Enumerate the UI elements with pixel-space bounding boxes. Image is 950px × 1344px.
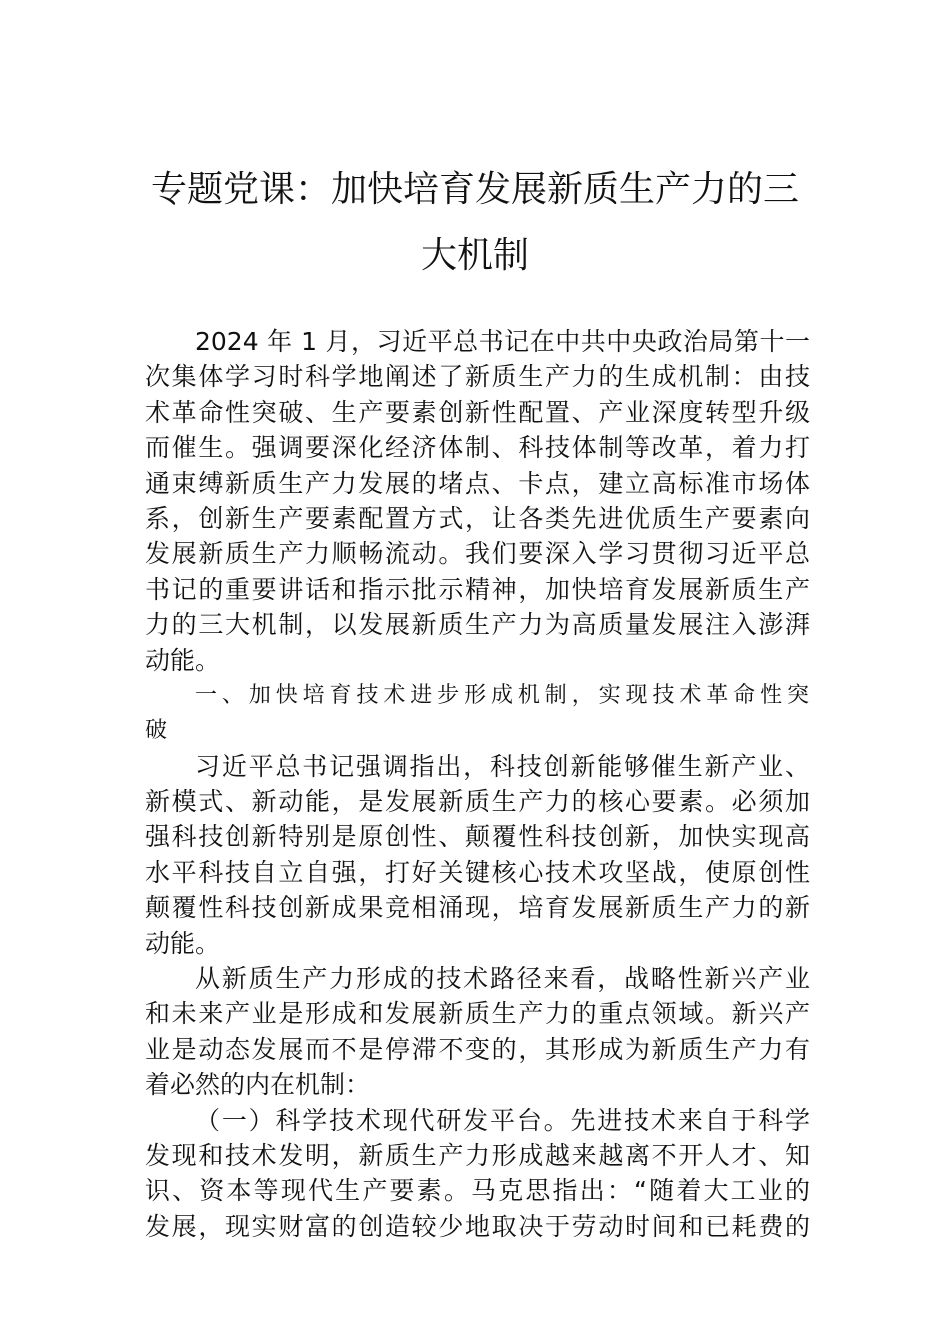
body-line: 通束缚新质生产力发展的堵点、卡点，建立高标准市场体	[145, 468, 810, 498]
body-line: 识、资本等现代生产要素。马克思指出：“随着大工业的	[145, 1176, 810, 1206]
body-line: 书记的重要讲话和指示批示精神，加快培育发展新质生产	[145, 574, 810, 604]
body-line: 术革命性突破、生产要素创新性配置、产业深度转型升级	[145, 397, 810, 427]
body-line: 新模式、新动能，是发展新质生产力的核心要素。必须加	[145, 787, 810, 817]
body-line: 和未来产业是形成和发展新质生产力的重点领域。新兴产	[145, 999, 810, 1029]
section-heading-line: 一、加快培育技术进步形成机制，实现技术革命性突	[195, 682, 810, 708]
body-line: 业是动态发展而不是停滞不变的，其形成为新质生产力有	[145, 1034, 810, 1064]
body-line: 而催生。强调要深化经济体制、科技体制等改革，着力打	[145, 433, 810, 463]
body-line: 习近平总书记强调指出，科技创新能够催生新产业、	[195, 751, 810, 781]
body-line: 强科技创新特别是原创性、颠覆性科技创新，加快实现高	[145, 822, 810, 852]
body-line: 颠覆性科技创新成果竞相涌现，培育发展新质生产力的新	[145, 893, 810, 923]
body-line: 动能。	[145, 645, 221, 675]
body-line: 2024 年 1 月，习近平总书记在中共中央政治局第十一	[195, 327, 810, 356]
body-line: 发展，现实财富的创造较少地取决于劳动时间和已耗费的	[145, 1211, 810, 1241]
document-body	[145, 324, 810, 1244]
body-line: 动能。	[145, 928, 221, 958]
body-line: 发现和技术发明，新质生产力形成越来越离不开人才、知	[145, 1140, 810, 1170]
body-line: 从新质生产力形成的技术路径来看，战略性新兴产业	[195, 964, 810, 994]
body-line: 系，创新生产要素配置方式，让各类先进优质生产要素向	[145, 503, 810, 533]
body-line: 水平科技自立自强，打好关键核心技术攻坚战，使原创性	[145, 857, 810, 887]
body-line: 发展新质生产力顺畅流动。我们要深入学习贯彻习近平总	[145, 539, 810, 569]
section-heading-line: 破	[145, 718, 169, 744]
body-line: （一）科学技术现代研发平台。先进技术来自于科学	[195, 1105, 810, 1135]
body-line: 次集体学习时科学地阐述了新质生产力的生成机制：由技	[145, 362, 810, 392]
document-title-line-1: 专题党课：加快培育发展新质生产力的三	[150, 169, 799, 210]
body-line: 着必然的内在机制：	[145, 1070, 371, 1100]
document-title-line-2: 大机制	[420, 235, 529, 276]
body-line: 力的三大机制，以发展新质生产力为高质量发展注入澎湃	[145, 610, 810, 640]
